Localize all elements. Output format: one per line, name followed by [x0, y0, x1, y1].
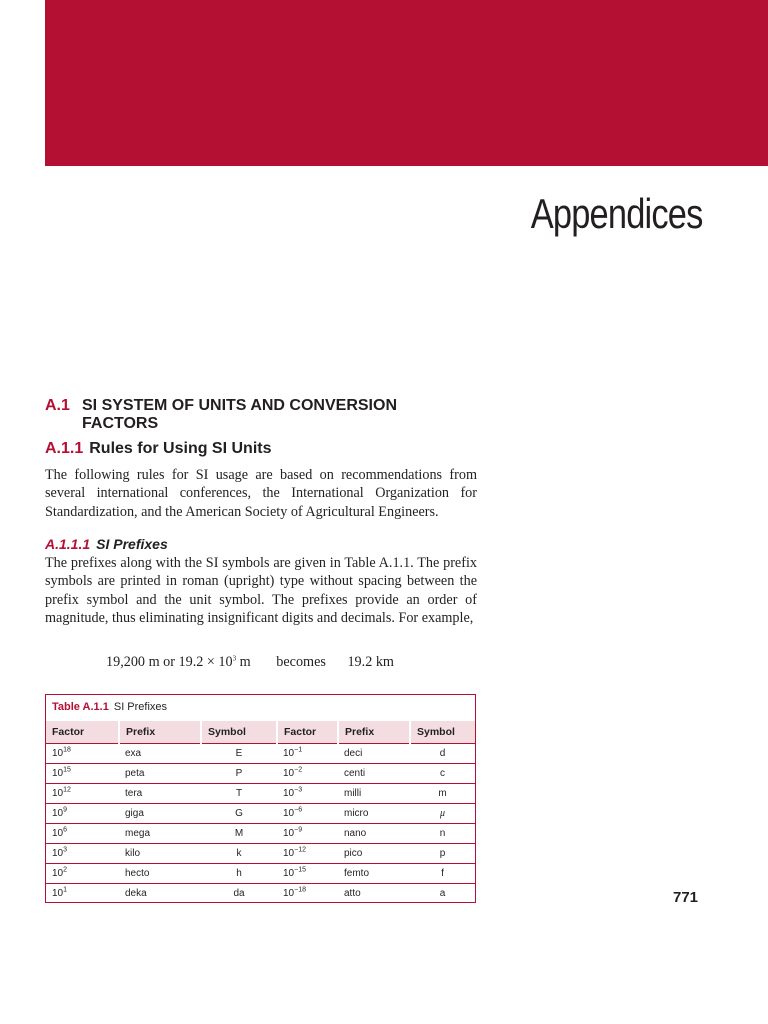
symbol-cell: d: [410, 744, 475, 764]
symbol-cell: h: [201, 864, 277, 884]
factor-exponent: −15: [294, 866, 306, 874]
symbol-cell: T: [201, 784, 277, 804]
symbol-cell: da: [201, 884, 277, 904]
table-row: [46, 784, 475, 804]
prefix-cell: femto: [338, 864, 410, 884]
prefix-cell: centi: [338, 764, 410, 784]
factor-cell: [46, 744, 119, 764]
table-header-row: [46, 721, 475, 744]
symbol-cell: M: [201, 824, 277, 844]
factor-cell: [46, 864, 119, 884]
factor-base: 10: [52, 808, 64, 819]
table-caption-title: SI Prefixes: [113, 701, 168, 713]
prefix-cell: hecto: [119, 864, 201, 884]
factor-exponent: 2: [63, 866, 68, 874]
factor-exponent: 3: [63, 846, 68, 854]
example-equation: [106, 654, 394, 671]
factor-cell: [277, 824, 338, 844]
factor-cell: [277, 844, 338, 864]
prefix-cell: giga: [119, 804, 201, 824]
prefix-cell: deka: [119, 884, 201, 904]
factor-exponent: 1: [63, 886, 68, 894]
factor-cell: [46, 844, 119, 864]
subsection-title: Rules for Using SI Units: [89, 440, 272, 457]
factor-base: 10: [52, 768, 64, 779]
symbol-cell: E: [201, 744, 277, 764]
factor-cell: [277, 884, 338, 904]
factor-cell: [277, 864, 338, 884]
prefix-paragraph: The prefixes along with the SI symbols are given in Table A.1.1. The prefix symbols are printed in roman (upright) type without spacing between the prefix symbol and the unit symbol. The prefixes provide an order of magnitude, thus eliminating insignificant digits and decimals. For example,: [45, 555, 477, 626]
prefix-cell: milli: [338, 784, 410, 804]
factor-cell: [277, 744, 338, 764]
factor-base: 10: [52, 888, 64, 899]
factor-cell: [46, 784, 119, 804]
factor-exponent: −3: [294, 786, 303, 794]
factor-exponent: −9: [294, 826, 303, 834]
table-caption-number: Table A.1.1: [52, 701, 109, 713]
subsection-number: A.1.1: [45, 440, 84, 457]
table-row: [46, 804, 475, 824]
prefix-cell: exa: [119, 744, 201, 764]
subsubsection-heading: [45, 536, 168, 552]
factor-exponent: 6: [63, 826, 68, 834]
symbol-cell: G: [201, 804, 277, 824]
intro-paragraph: The following rules for SI usage are based on recommendations from several international conferences, the International Organization for Standardization, and the American Society of Agricultural Engineers.: [45, 467, 477, 520]
table-row: [46, 744, 475, 764]
factor-exponent: −12: [294, 846, 306, 854]
prefix-cell: tera: [119, 784, 201, 804]
symbol-cell: p: [410, 844, 475, 864]
factor-base: 10: [283, 868, 295, 879]
subsubsection-number: A.1.1.1: [45, 536, 91, 552]
prefix-cell: mega: [119, 824, 201, 844]
table-row: [46, 864, 475, 884]
chapter-banner: [45, 0, 768, 166]
prefix-cell: kilo: [119, 844, 201, 864]
prefix-table: [46, 721, 475, 903]
table-header: Prefix: [119, 721, 201, 744]
table-row: [46, 824, 475, 844]
table-body: [46, 744, 475, 904]
table-header: Factor: [277, 721, 338, 744]
example-unit: m: [236, 654, 251, 670]
factor-exponent: −18: [294, 886, 306, 894]
factor-base: 10: [283, 788, 295, 799]
factor-cell: [277, 764, 338, 784]
symbol-cell: a: [410, 884, 475, 904]
factor-exponent: 15: [63, 766, 71, 774]
table-row: [46, 884, 475, 904]
factor-cell: [46, 764, 119, 784]
factor-base: 10: [52, 788, 64, 799]
symbol-cell: m: [410, 784, 475, 804]
factor-exponent: −6: [294, 806, 303, 814]
table-header: Prefix: [338, 721, 410, 744]
symbol-cell: n: [410, 824, 475, 844]
factor-base: 10: [283, 888, 295, 899]
factor-exponent: 18: [63, 746, 71, 754]
table-row: [46, 764, 475, 784]
symbol-cell: k: [201, 844, 277, 864]
factor-exponent: −2: [294, 766, 303, 774]
si-prefix-table: [45, 694, 476, 903]
symbol-cell: μ: [410, 804, 475, 824]
table-header: Symbol: [201, 721, 277, 744]
page-number: 771: [673, 889, 699, 906]
prefix-cell: peta: [119, 764, 201, 784]
factor-base: 10: [283, 748, 295, 759]
section-title: SI SYSTEM OF UNITS AND CONVERSION FACTORS: [82, 397, 397, 432]
factor-base: 10: [283, 828, 295, 839]
subsubsection-title: SI Prefixes: [96, 536, 168, 552]
prefix-cell: nano: [338, 824, 410, 844]
example-result: 19.2 km: [347, 654, 394, 670]
example-exponent: 3: [232, 654, 237, 663]
table-header: Factor: [46, 721, 119, 744]
factor-cell: [46, 824, 119, 844]
factor-cell: [46, 884, 119, 904]
factor-cell: [46, 804, 119, 824]
example-lhs: 19,200 m or 19.2 × 10: [106, 654, 233, 670]
prefix-cell: deci: [338, 744, 410, 764]
prefix-cell: micro: [338, 804, 410, 824]
factor-exponent: 12: [63, 786, 71, 794]
factor-base: 10: [283, 768, 295, 779]
chapter-title: Appendices: [530, 190, 702, 237]
factor-cell: [277, 784, 338, 804]
factor-base: 10: [283, 808, 295, 819]
table-caption: [52, 701, 167, 713]
factor-base: 10: [52, 828, 64, 839]
symbol-cell: P: [201, 764, 277, 784]
subsection-heading: [45, 440, 272, 458]
prefix-cell: atto: [338, 884, 410, 904]
factor-base: 10: [52, 748, 64, 759]
section-number: A.1: [45, 397, 70, 414]
factor-base: 10: [283, 848, 295, 859]
factor-cell: [277, 804, 338, 824]
example-becomes: becomes: [276, 654, 326, 670]
factor-base: 10: [52, 848, 64, 859]
factor-exponent: −1: [294, 746, 303, 754]
factor-exponent: 9: [63, 806, 68, 814]
symbol-cell: c: [410, 764, 475, 784]
factor-base: 10: [52, 868, 64, 879]
section-heading: [45, 397, 475, 433]
symbol-cell: f: [410, 864, 475, 884]
table-header: Symbol: [410, 721, 475, 744]
table-row: [46, 844, 475, 864]
prefix-cell: pico: [338, 844, 410, 864]
